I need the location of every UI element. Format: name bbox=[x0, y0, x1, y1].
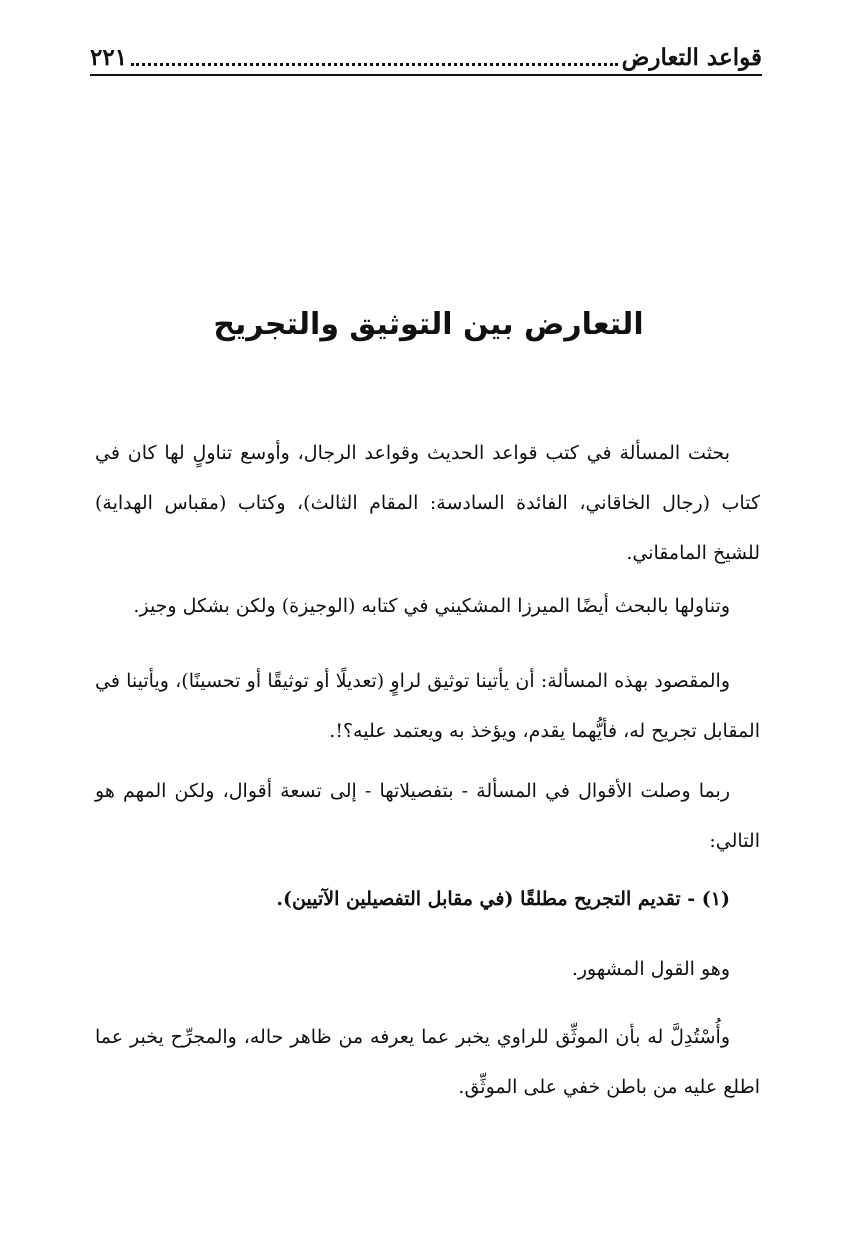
page-number: ٢٢١ bbox=[90, 44, 128, 72]
chapter-title: التعارض بين التوثيق والتجريح bbox=[213, 307, 644, 342]
paragraph-6: وهو القول المشهور. bbox=[571, 958, 730, 980]
numbered-point-1: (١) - تقديم التجريح مطلقًا (في مقابل التفصيلين الآتيين). bbox=[276, 888, 730, 910]
paragraph-4: ربما وصلت الأقوال في المسألة - بتفصيلاتها - إلى تسعة أقوال، ولكن المهم هو التالي: bbox=[95, 780, 760, 852]
running-header bbox=[90, 36, 762, 76]
paragraph-3: والمقصود بهذه المسألة: أن يأتينا توثيق لراوٍ (تعديلًا أو توثيقًا أو تحسينًا)، ويأتينا في المقابل تجريح له، فأيُّهما يقدم، ويؤخذ به ويعتمد عليه؟!. bbox=[95, 670, 760, 742]
paragraph-7: وأُسْتُدِلَّ له بأن الموثِّق للراوي يخبر عما يعرفه من ظاهر حاله، والمجرِّح يخبر عما اطلع عليه من باطن خفي على الموثِّق. bbox=[95, 1026, 760, 1098]
paragraph-1: بحثت المسألة في كتب قواعد الحديث وقواعد الرجال، وأوسع تناولٍ لها كان في كتاب (رجال الخاقاني، الفائدة السادسة: المقام الثالث)، وكتاب (مقباس الهداية) للشيخ المامقاني. bbox=[95, 442, 760, 564]
paragraph-2: وتناولها بالبحث أيضًا الميرزا المشكيني في كتابه (الوجيزة) ولكن بشكل وجيز. bbox=[133, 595, 730, 617]
header-rule bbox=[90, 74, 762, 76]
leader-dots bbox=[131, 63, 618, 66]
running-title: قواعد التعارض bbox=[621, 44, 762, 72]
